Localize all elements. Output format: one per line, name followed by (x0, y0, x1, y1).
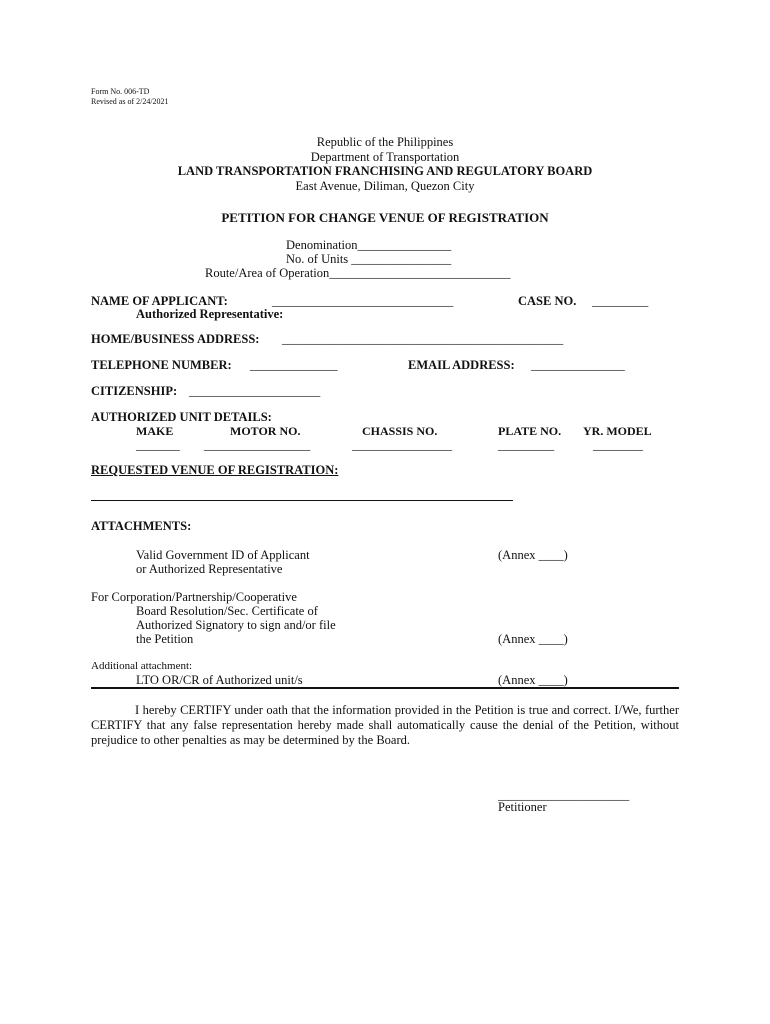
citizenship-blank: _____________________ (189, 384, 321, 398)
email-label: EMAIL ADDRESS: (408, 358, 515, 372)
form-number: Form No. 006-TD (91, 87, 150, 96)
plate-no-blank: _________ (498, 438, 555, 452)
attachment-corp-line1: Board Resolution/Sec. Certificate of (136, 604, 318, 618)
motor-no-blank: _________________ (204, 438, 311, 452)
attachment-lto-item: LTO OR/CR of Authorized unit/s (136, 673, 303, 687)
header-republic: Republic of the Philippines (316, 135, 454, 149)
header-address: East Avenue, Diliman, Quezon City (295, 179, 475, 193)
telephone-blank: ______________ (250, 358, 338, 372)
column-plate-no: PLATE NO. (498, 424, 562, 438)
attachment-id-line1: Valid Government ID of Applicant (136, 548, 310, 562)
column-motor-no: MOTOR NO. (230, 424, 301, 438)
attachment-corp-annex: (Annex ____) (498, 632, 568, 646)
telephone-label: TELEPHONE NUMBER: (91, 358, 232, 372)
address-blank: _____________________________________________ (282, 332, 564, 346)
header-agency: LAND TRANSPORTATION FRANCHISING AND REGULATORY BOARD (177, 164, 593, 178)
attachment-id-line2: or Authorized Representative (136, 562, 283, 576)
chassis-no-blank: ________________ (352, 438, 452, 452)
requested-venue-heading: REQUESTED VENUE OF REGISTRATION: (91, 463, 339, 477)
document-title: PETITION FOR CHANGE VENUE OF REGISTRATION (221, 210, 549, 225)
header-department: Department of Transportation (310, 150, 460, 164)
revision-date: Revised as of 2/24/2021 (91, 97, 169, 106)
attachment-corp-line3: the Petition (136, 632, 194, 646)
authorized-rep-label: Authorized Representative: (136, 307, 284, 321)
attachment-corp-line2: Authorized Signatory to sign and/or file (136, 618, 336, 632)
signature-line: _____________________ (498, 788, 630, 802)
additional-attachment-label: Additional attachment: (91, 660, 193, 672)
units-field: No. of Units ________________ (286, 252, 452, 266)
route-field: Route/Area of Operation_____________________________ (205, 266, 511, 280)
attachment-corp-intro: For Corporation/Partnership/Cooperative (91, 590, 297, 604)
name-blank: _____________________________ (272, 294, 454, 308)
address-label: HOME/BUSINESS ADDRESS: (91, 332, 260, 346)
name-label: NAME OF APPLICANT: (91, 294, 228, 308)
petitioner-label: Petitioner (498, 800, 547, 814)
certification-paragraph: I hereby CERTIFY under oath that the information provided in the Petition is true and correct. I/We, further CERTIFY that any false representation hereby made shall automatically cause the denial of the Petition, without prejudice to other penalties as may be determined by the Board. (91, 703, 679, 747)
make-blank: _______ (136, 438, 180, 452)
citizenship-label: CITIZENSHIP: (91, 384, 178, 398)
unit-details-heading: AUTHORIZED UNIT DETAILS: (91, 410, 272, 424)
yr-model-blank: ________ (593, 438, 643, 452)
case-blank: _________ (592, 294, 649, 308)
case-label: CASE NO. (518, 294, 577, 308)
column-yr-model: YR. MODEL (583, 424, 652, 438)
column-make: MAKE (136, 424, 174, 438)
venue-blank-line (91, 500, 513, 501)
column-chassis-no: CHASSIS NO. (362, 424, 438, 438)
attachments-divider (91, 687, 679, 689)
attachment-lto-annex: (Annex ____) (498, 673, 568, 687)
attachment-id-annex: (Annex ____) (498, 548, 568, 562)
denomination-field: Denomination_______________ (286, 238, 452, 252)
attachments-heading: ATTACHMENTS: (91, 519, 192, 533)
email-blank: _______________ (531, 358, 625, 372)
